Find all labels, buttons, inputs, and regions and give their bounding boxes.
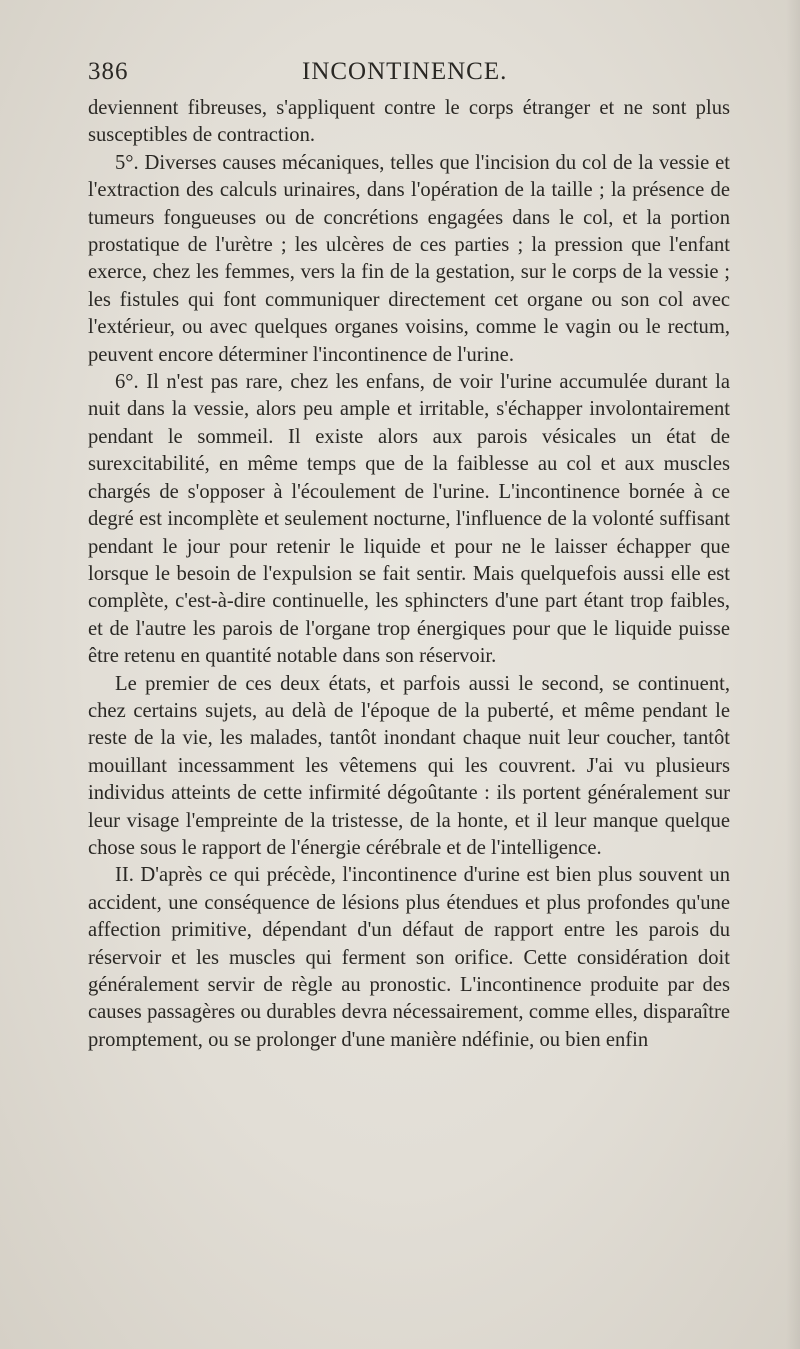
running-header	[88, 56, 728, 88]
paragraph-continuation: deviennent fibreuses, s'appliquent contre le corps étranger et ne sont plus susceptibles de contraction.	[88, 97, 730, 147]
paragraph-section-6: 6°. Il n'est pas rare, chez les enfans, de voir l'urine accumulée durant la nuit dans la vessie, alors peu ample et irritable, s'échapper involontairement pendant le sommeil. Il existe alors aux parois vésicales un état de surexcitabilité, en même temps que de la faiblesse au col et aux muscles chargés de s'opposer à l'écoulement de l'urine. L'incontinence bornée à ce degré est incomplète et seulement nocturne, l'influence de la volonté suffisant pendant le jour pour retenir le liquide et pour ne le laisser échapper que lorsque le besoin de l'expulsion se fait sentir. Mais quelquefois aussi elle est complète, c'est-à-dire continuelle, les sphincters d'une part étant trop faibles, et de l'autre les parois de l'organe trop énergiques pour que le liquide puisse être retenu en quantité notable dans son réservoir.	[88, 371, 730, 668]
paragraph-section-II: II. D'après ce qui précède, l'incontinence d'urine est bien plus souvent un accident, une conséquence de lésions plus étendues et plus profondes qu'une affection primitive, dépendant d'un défaut de rapport entre les parois du réservoir et les muscles qui ferment son orifice. Cette considération doit généralement servir de règle au pronostic. L'incontinence produite par des causes passagères ou durables devra nécessairement, comme elles, disparaître promptement, ou se prolonger d'une manière ndéfinie, ou bien enfin	[88, 864, 730, 1051]
paragraph-persistence: Le premier de ces deux états, et parfois aussi le second, se continuent, chez certains sujets, au delà de l'époque de la puberté, et même pendant le reste de la vie, les malades, tantôt inondant chaque nuit leur coucher, tantôt mouillant incessamment les vêtemens qui les couvrent. J'ai vu plusieurs individus atteints de cette infirmité dégoûtante : ils portent généralement sur leur visage l'empreinte de la tristesse, de la honte, et il leur manque quelque chose sous le rapport de l'énergie cérébrale et de l'intelligence.	[88, 672, 730, 859]
page-number: 386	[88, 58, 129, 85]
paragraph-section-5: 5°. Diverses causes mécaniques, telles que l'incision du col de la vessie et l'extraction des calculs urinaires, dans l'opération de la taille ; la présence de tumeurs fongueuses ou de concrétions engagées dans le col, et la portion prostatique de l'urètre ; les ulcères de ces parties ; la pression que l'enfant exerce, chez les femmes, vers la fin de la gestation, sur le corps de la vessie ; les fistules qui font communiquer directement cet organe ou son col avec l'extérieur, ou avec quelques organes voisins, comme le vagin ou le rectum, peuvent encore déterminer l'incontinence de l'urine.	[88, 151, 730, 366]
body-text	[88, 95, 730, 1054]
running-title: INCONTINENCE.	[302, 58, 508, 85]
page-edge-shading	[786, 0, 800, 1349]
